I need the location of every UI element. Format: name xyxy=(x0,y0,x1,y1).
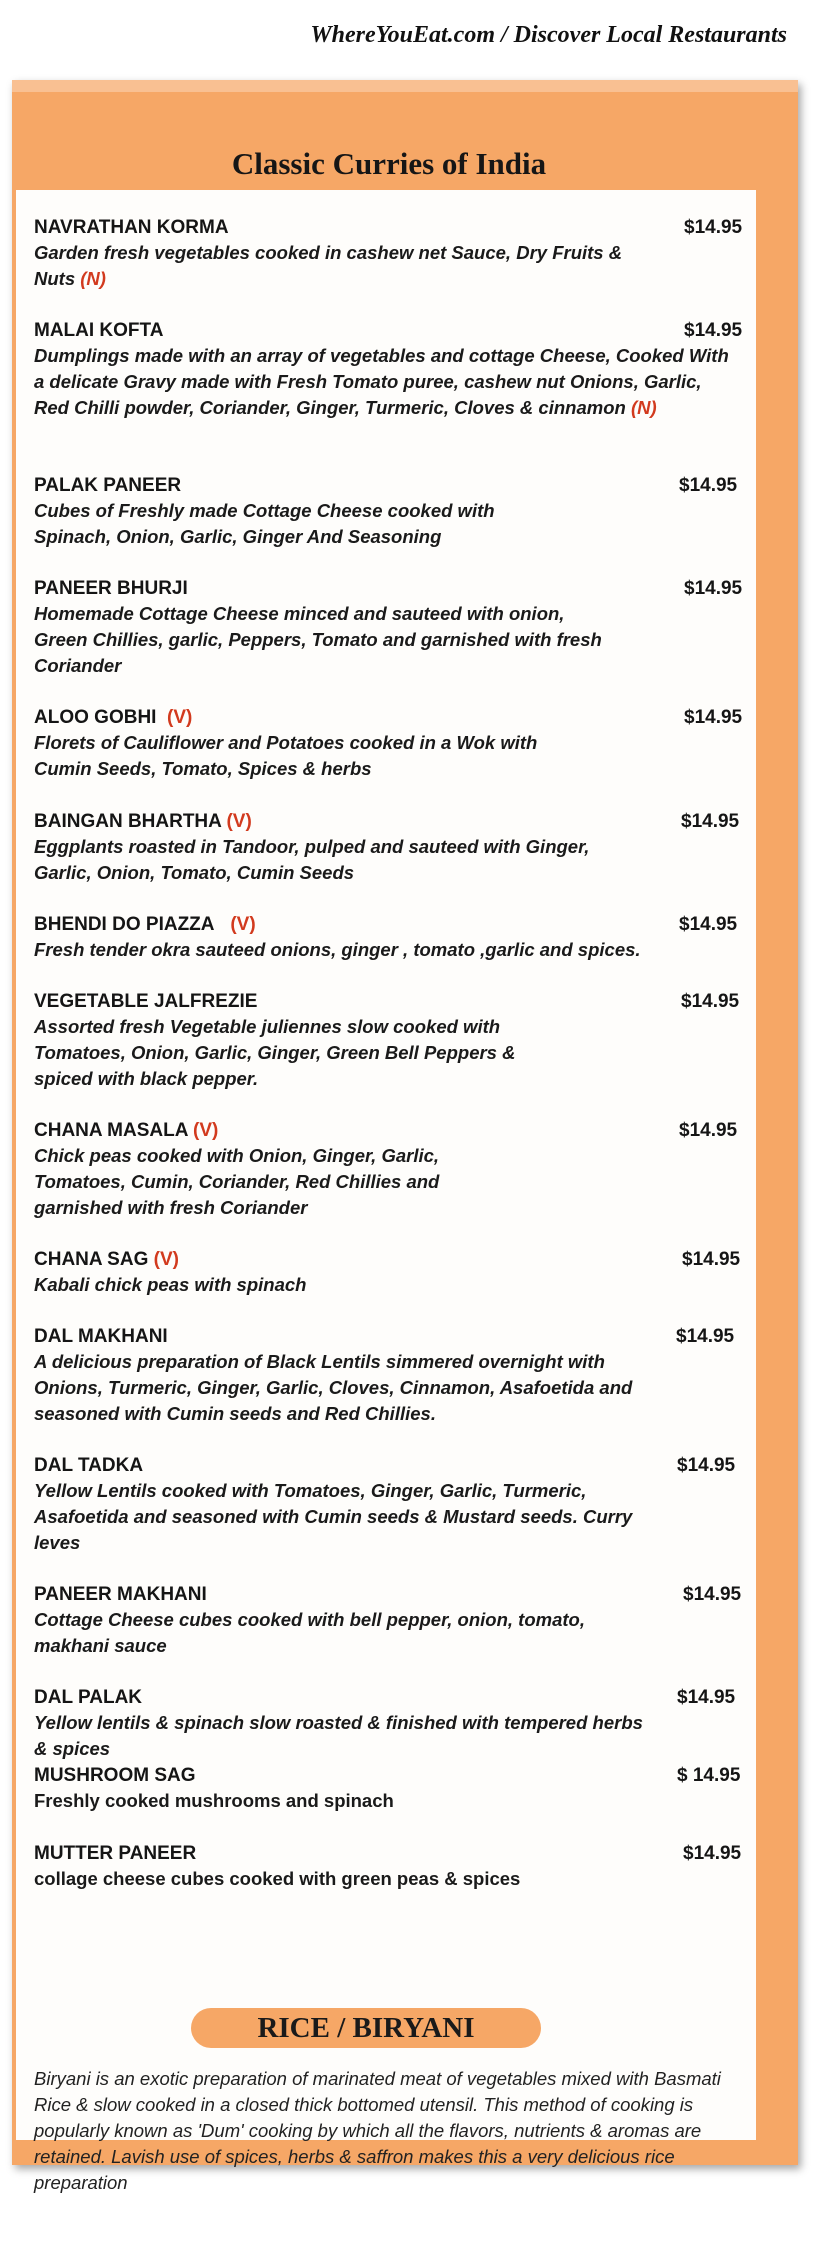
item-name: CHANA MASALA xyxy=(34,1120,188,1141)
menu-panel xyxy=(12,80,798,2193)
item-name: DAL PALAK xyxy=(34,1687,143,1708)
item-description: Garden fresh vegetables cooked in cashew net Sauce, Dry Fruits & Nuts (N) xyxy=(34,242,623,289)
menu-item xyxy=(34,1842,754,1892)
item-description: A delicious preparation of Black Lentils simmered overnight with Onions, Turmeric, Ginger, Garlic, Cloves, Cinnamon, Asafoetida and seasoned with Cumin seeds and Red Chillies. xyxy=(34,1351,633,1424)
item-price: $14.95 xyxy=(684,707,743,728)
item-name: NAVRATHAN KORMA xyxy=(34,217,229,238)
veg-tag: (V) xyxy=(153,1249,179,1270)
item-description: Chick peas cooked with Onion, Ginger, Garlic, Tomatoes, Cumin, Coriander, Red Chillies and garnished with fresh Coriander xyxy=(34,1145,440,1218)
item-price: $14.95 xyxy=(684,578,743,599)
item-name: ALOO GOBHI xyxy=(34,707,157,728)
item-price: $14.95 xyxy=(683,1843,742,1864)
item-name: MUTTER PANEER xyxy=(34,1843,197,1864)
item-price: $14.95 xyxy=(679,475,738,496)
menu-item xyxy=(34,990,754,1092)
menu-item xyxy=(34,319,754,421)
menu-item xyxy=(34,1325,754,1427)
item-price: $14.95 xyxy=(677,1687,736,1708)
item-price: $14.95 xyxy=(681,991,740,1012)
item-price: $14.95 xyxy=(682,1249,741,1270)
menu-item xyxy=(34,1583,754,1659)
item-description: Homemade Cottage Cheese minced and sauteed with onion, Green Chillies, garlic, Peppers, Tomato and garnished with fresh Coriander xyxy=(34,603,602,676)
item-description: Cottage Cheese cubes cooked with bell pepper, onion, tomato, makhani sauce xyxy=(34,1609,585,1656)
item-description: Assorted fresh Vegetable juliennes slow cooked with Tomatoes, Onion, Garlic, Ginger, Green Bell Peppers & spiced with black pepper. xyxy=(34,1016,516,1089)
veg-tag: (V) xyxy=(230,914,256,935)
menu-card xyxy=(16,190,756,2193)
nut-tag: (N) xyxy=(630,397,657,418)
menu-item xyxy=(34,216,754,292)
menu-item xyxy=(34,1454,754,1556)
item-name: MALAI KOFTA xyxy=(34,320,164,341)
item-name: MUSHROOM SAG xyxy=(34,1765,196,1786)
item-price: $ 14.95 xyxy=(677,1765,741,1786)
item-price: $14.95 xyxy=(679,1120,738,1141)
veg-tag: (V) xyxy=(226,811,252,832)
item-price: $14.95 xyxy=(679,914,738,935)
item-description: Freshly cooked mushrooms and spinach xyxy=(34,1790,394,1811)
item-name: PANEER BHURJI xyxy=(34,578,188,599)
item-price: $14.95 xyxy=(684,217,743,238)
menu-item xyxy=(34,810,754,886)
veg-tag: (V) xyxy=(167,707,193,728)
section-title: Classic Curries of India xyxy=(231,146,547,181)
menu-item xyxy=(34,1764,754,1814)
item-name: VEGETABLE JALFREZIE xyxy=(34,991,258,1012)
item-name: CHANA SAG xyxy=(34,1249,149,1270)
item-name: BAINGAN BHARTHA xyxy=(34,811,222,832)
item-description: Eggplants roasted in Tandoor, pulped and sauteed with Ginger, Garlic, Onion, Tomato, Cumin Seeds xyxy=(34,836,590,883)
item-description: Kabali chick peas with spinach xyxy=(34,1274,307,1295)
item-price: $14.95 xyxy=(681,811,740,832)
site-header[interactable]: WhereYouEat.com / Discover Local Restaurants xyxy=(310,22,787,48)
item-price: $14.95 xyxy=(683,1584,742,1605)
item-price: $14.95 xyxy=(676,1326,735,1347)
item-price: $14.95 xyxy=(684,320,743,341)
item-price: $14.95 xyxy=(677,1455,736,1476)
item-name: PALAK PANEER xyxy=(34,475,182,496)
item-name: BHENDI DO PIAZZA xyxy=(34,914,215,935)
veg-tag: (V) xyxy=(193,1120,219,1141)
item-description: Florets of Cauliflower and Potatoes cooked in a Wok with Cumin Seeds, Tomato, Spices & herbs xyxy=(34,732,538,779)
item-description: Fresh tender okra sauteed onions, ginger , tomato ,garlic and spices. xyxy=(34,939,641,960)
item-name: DAL TADKA xyxy=(34,1455,144,1476)
biryani-description: Biryani is an exotic preparation of marinated meat of vegetables mixed with Basmati Rice & slow cooked in a closed thick bottomed utensil. This method of cooking is popularly known as 'Dum' cooking by which all the flavors, nutrients & aromas are retained. Lavish use of spices, herbs & saffron makes this a very delicious rice preparation xyxy=(34,2068,721,2193)
menu-item xyxy=(34,474,754,550)
menu-item xyxy=(34,577,754,679)
menu-item xyxy=(34,1686,754,1762)
menu-item xyxy=(34,1248,754,1298)
menu-item xyxy=(34,706,754,782)
menu-item xyxy=(34,913,754,963)
item-description: Yellow Lentils cooked with Tomatoes, Ginger, Garlic, Turmeric, Asafoetida and seasoned with Cumin seeds & Mustard seeds. Curry leves xyxy=(34,1480,633,1553)
nut-tag: (N) xyxy=(80,268,106,289)
rice-biryani-heading: RICE / BIRYANI xyxy=(191,2008,541,2048)
menu-item xyxy=(34,1119,754,1221)
item-description: Cubes of Freshly made Cottage Cheese cooked with Spinach, Onion, Garlic, Ginger And Seasoning xyxy=(34,500,495,547)
item-name: PANEER MAKHANI xyxy=(34,1584,207,1605)
item-description: Dumplings made with an array of vegetables and cottage Cheese, Cooked With a delicate Gravy made with Fresh Tomato puree, cashew nut Onions, Garlic, Red Chilli powder, Coriander, Ginger, Turmeric, Cloves & cinnamon (N) xyxy=(34,345,729,418)
item-description: Yellow lentils & spinach slow roasted & finished with tempered herbs & spices xyxy=(34,1712,643,1759)
item-description: collage cheese cubes cooked with green peas & spices xyxy=(34,1868,521,1889)
item-name: DAL MAKHANI xyxy=(34,1326,168,1347)
